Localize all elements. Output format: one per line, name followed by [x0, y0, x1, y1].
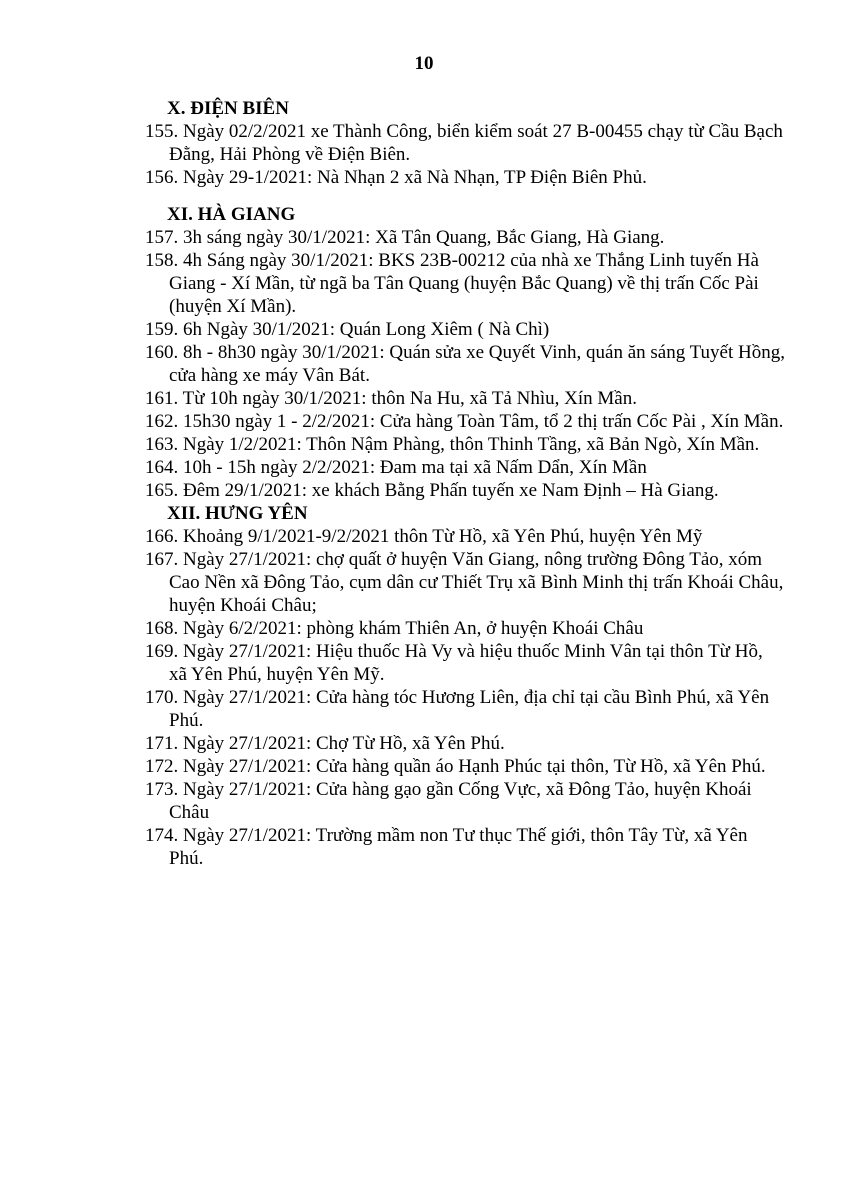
- list-item: 168. Ngày 6/2/2021: phòng khám Thiên An, ở huyện Khoái Châu: [145, 618, 644, 639]
- list-item: 155. Ngày 02/2/2021 xe Thành Công, biển kiểm soát 27 B-00455 chạy từ Cầu Bạch Đằng, Hải Phòng về Điện Biên.: [145, 121, 783, 165]
- list-item: 172. Ngày 27/1/2021: Cửa hàng quần áo Hạnh Phúc tại thôn, Từ Hồ, xã Yên Phú.: [145, 756, 766, 777]
- list-item: 163. Ngày 1/2/2021: Thôn Nậm Phàng, thôn Thinh Tầng, xã Bản Ngò, Xín Mần.: [145, 434, 760, 455]
- list-item: 162. 15h30 ngày 1 - 2/2/2021: Cửa hàng Toàn Tâm, tổ 2 thị trấn Cốc Pài , Xín Mần.: [145, 411, 784, 432]
- list-item: 165. Đêm 29/1/2021: xe khách Bằng Phấn tuyến xe Nam Định – Hà Giang.: [145, 480, 719, 501]
- section-title-dien-bien: X. ĐIỆN BIÊN: [167, 98, 289, 119]
- page-number: 10: [414, 53, 434, 74]
- list-item: 170. Ngày 27/1/2021: Cửa hàng tóc Hương Liên, địa chỉ tại cầu Bình Phú, xã Yên Phú.: [145, 687, 770, 731]
- list-item: 160. 8h - 8h30 ngày 30/1/2021: Quán sửa xe Quyết Vinh, quán ăn sáng Tuyết Hồng, cửa hàng xe máy Vân Bát.: [145, 342, 785, 386]
- list-item: 157. 3h sáng ngày 30/1/2021: Xã Tân Quang, Bắc Giang, Hà Giang.: [145, 227, 665, 248]
- list-item: 161. Từ 10h ngày 30/1/2021: thôn Na Hu, xã Tả Nhìu, Xín Mần.: [145, 388, 637, 409]
- list-item: 164. 10h - 15h ngày 2/2/2021: Đam ma tại xã Nấm Dẩn, Xín Mần: [145, 457, 647, 478]
- list-item: 167. Ngày 27/1/2021: chợ quất ở huyện Văn Giang, nông trường Đông Tảo, xóm Cao Nền xã Đông Tảo, cụm dân cư Thiết Trụ xã Bình Minh thị trấn Khoái Châu, huyện Khoái Châu;: [145, 549, 784, 616]
- list-item: 158. 4h Sáng ngày 30/1/2021: BKS 23B-00212 của nhà xe Thắng Linh tuyến Hà Giang - Xí Mần, từ ngã ba Tân Quang (huyện Bắc Quang) về thị trấn Cốc Pài (huyện Xí Mần).: [145, 250, 759, 317]
- list-item: 173. Ngày 27/1/2021: Cửa hàng gạo gần Cống Vực, xã Đông Tảo, huyện Khoái Châu: [145, 779, 752, 823]
- list-item: 169. Ngày 27/1/2021: Hiệu thuốc Hà Vy và hiệu thuốc Minh Vân tại thôn Từ Hồ, xã Yên Phú, huyện Yên Mỹ.: [145, 641, 763, 685]
- list-item: 159. 6h Ngày 30/1/2021: Quán Long Xiêm ( Nà Chì): [145, 319, 550, 340]
- section-title-ha-giang: XI. HÀ GIANG: [167, 204, 296, 225]
- list-item: 166. Khoảng 9/1/2021-9/2/2021 thôn Từ Hồ, xã Yên Phú, huyện Yên Mỹ: [145, 526, 703, 547]
- document-body: [145, 97, 785, 870]
- list-item: 156. Ngày 29-1/2021: Nà Nhạn 2 xã Nà Nhạn, TP Điện Biên Phủ.: [145, 167, 647, 188]
- list-item: 171. Ngày 27/1/2021: Chợ Từ Hồ, xã Yên Phú.: [145, 733, 505, 754]
- section-title-hung-yen: XII. HƯNG YÊN: [167, 503, 308, 524]
- list-item: 174. Ngày 27/1/2021: Trường mầm non Tư thục Thế giới, thôn Tây Từ, xã Yên Phú.: [145, 825, 748, 869]
